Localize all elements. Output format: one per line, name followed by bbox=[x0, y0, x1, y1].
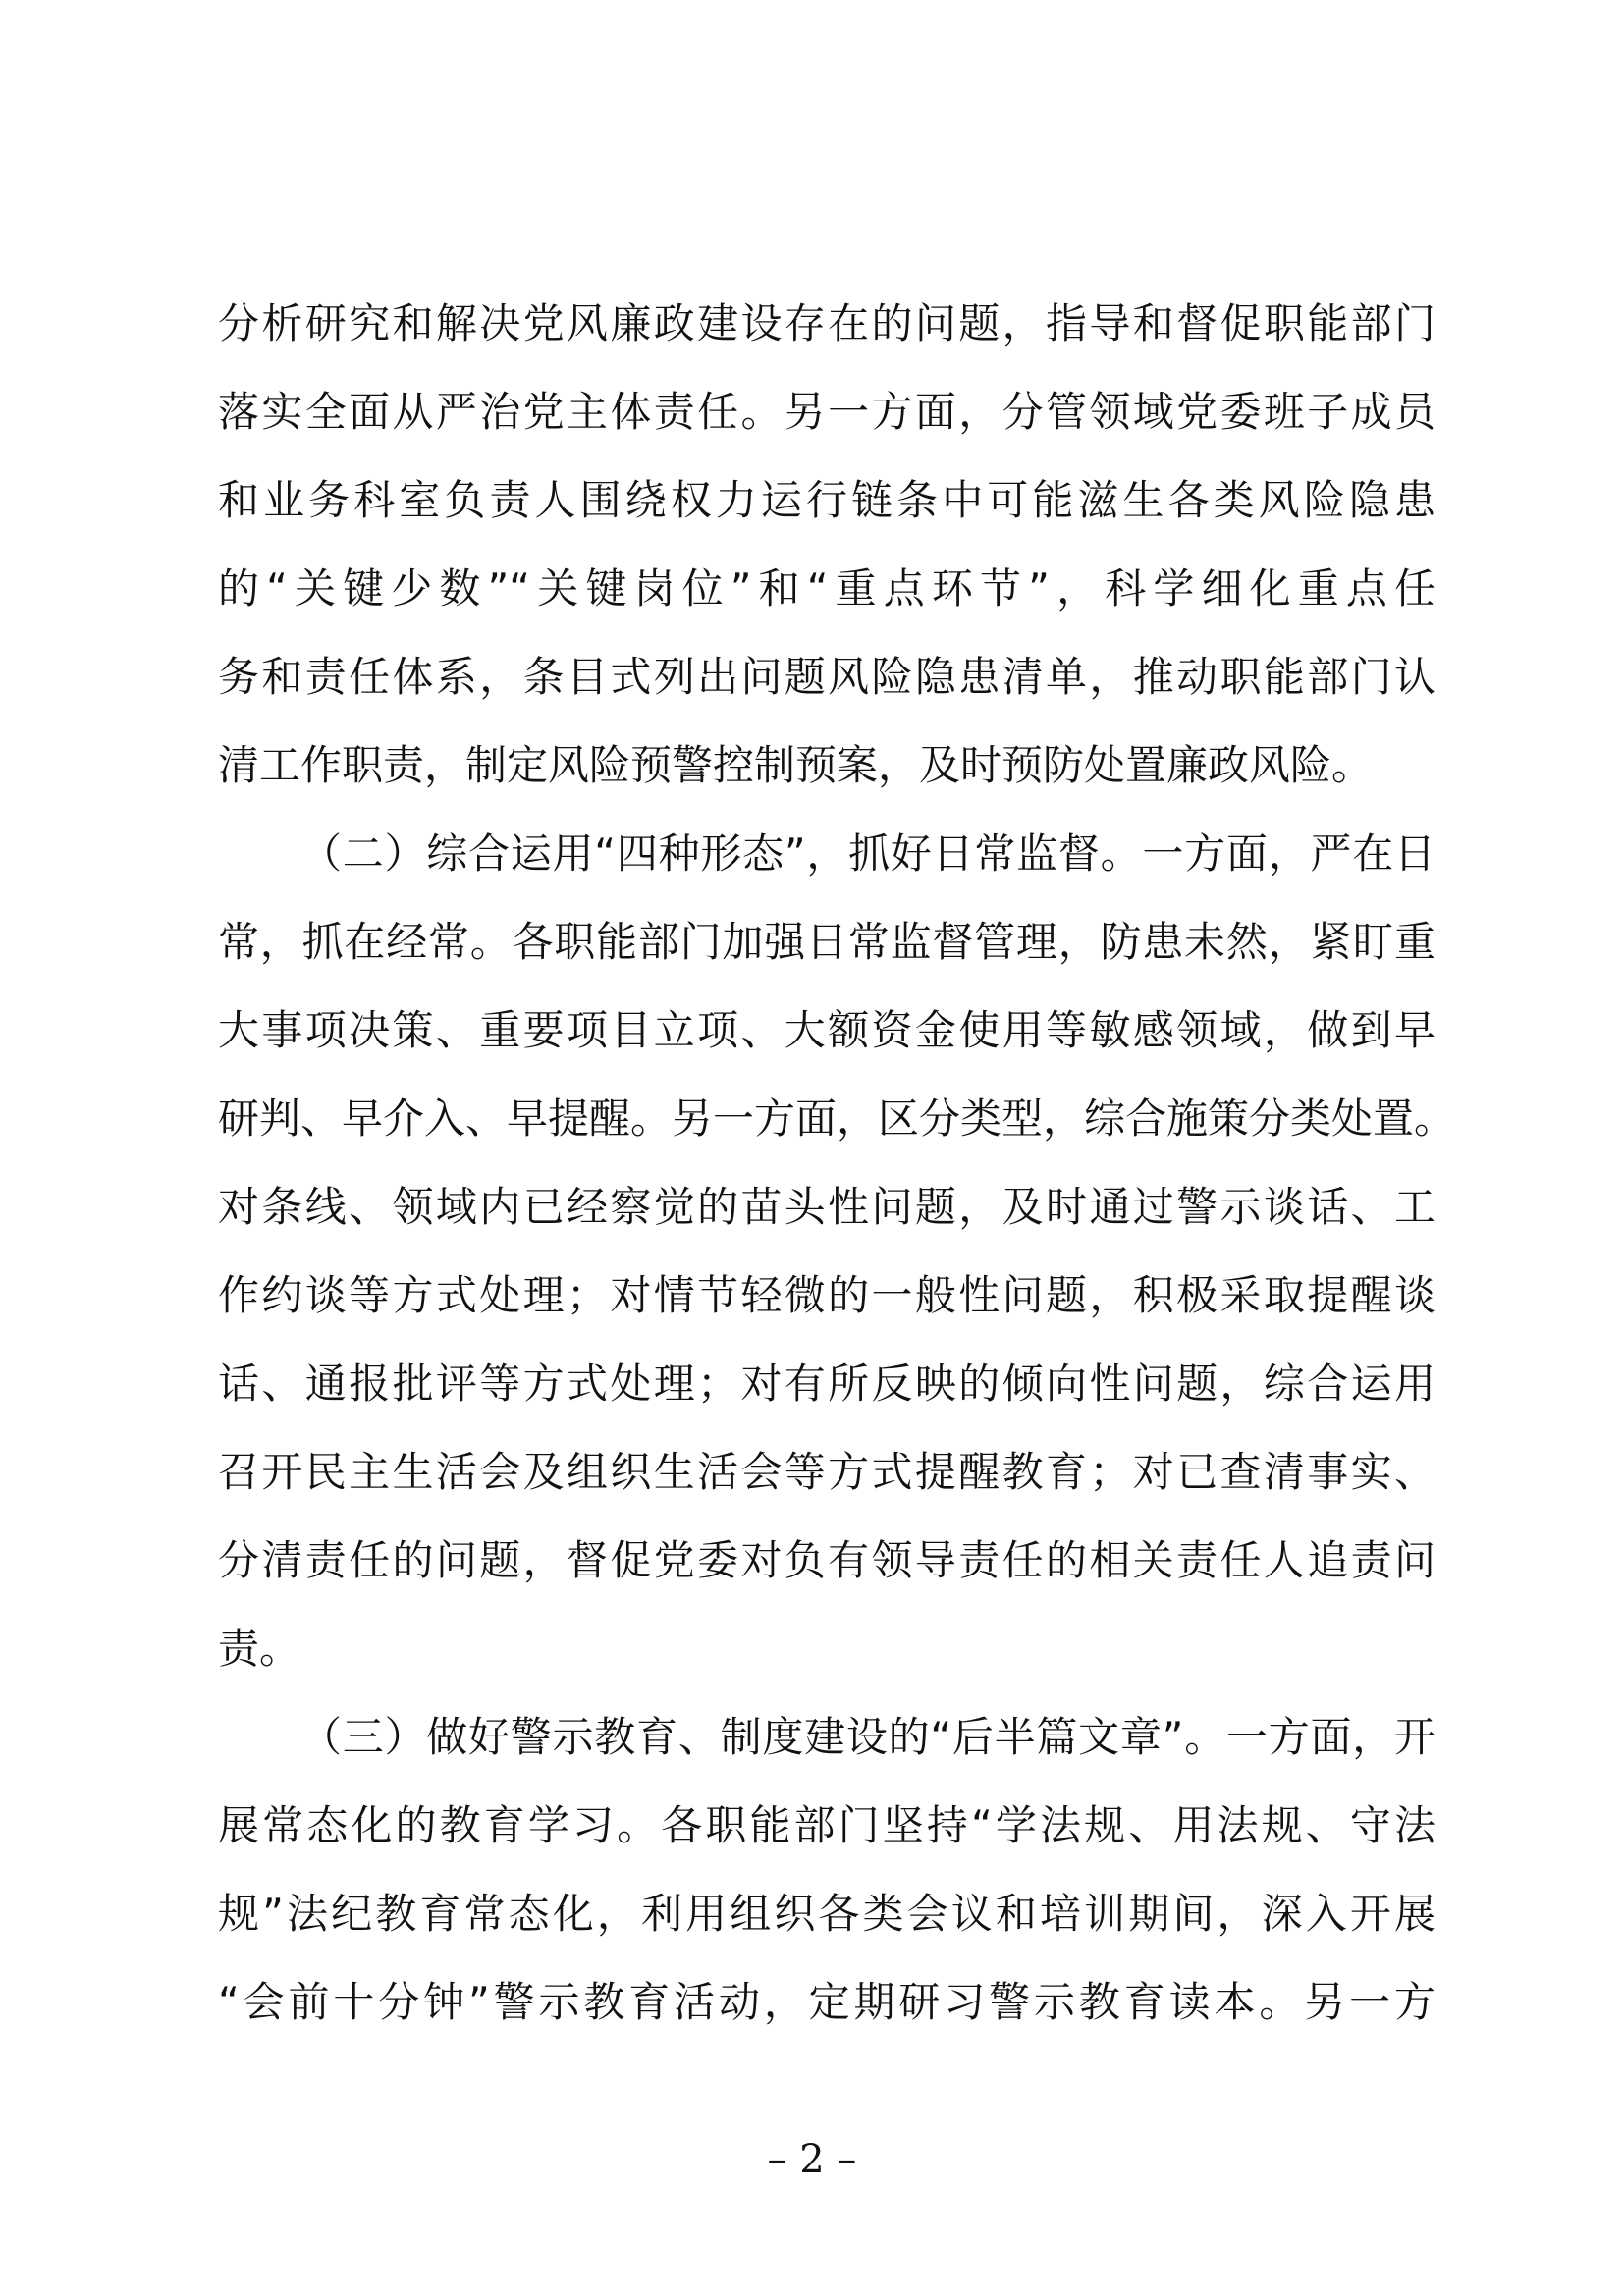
text-line: “会前十分钟”警示教育活动，定期研习警示教育读本。另一方 bbox=[218, 1978, 1435, 2026]
text-line: 分清责任的问题，督促党委对负有领导责任的相关责任人追责问 bbox=[218, 1536, 1435, 1584]
text-line: 规”法纪教育常态化，利用组织各类会议和培训期间，深入开展 bbox=[218, 1890, 1435, 1938]
paragraph bbox=[218, 280, 1435, 810]
text-line: 研判、早介入、早提醒。另一方面，区分类型，综合施策分类处置。 bbox=[218, 1095, 1456, 1143]
text-line: 召开民主生活会及组织生活会等方式提醒教育；对已查清事实、 bbox=[218, 1448, 1435, 1496]
text-line: 责。 bbox=[218, 1625, 301, 1673]
text-line: 展常态化的教育学习。各职能部门坚持“学法规、用法规、守法 bbox=[218, 1801, 1435, 1849]
text-line: 作约谈等方式处理；对情节轻微的一般性问题，积极采取提醒谈 bbox=[218, 1271, 1435, 1319]
text-line: 对条线、领域内已经察觉的苗头性问题，及时通过警示谈话、工 bbox=[218, 1183, 1435, 1231]
text-line: 务和责任体系，条目式列出问题风险隐患清单，推动职能部门认 bbox=[218, 653, 1435, 701]
text-line: 话、通报批评等方式处理；对有所反映的倾向性问题，综合运用 bbox=[218, 1360, 1435, 1408]
paragraph bbox=[218, 1693, 1435, 2047]
text-line: 落实全面从严治党主体责任。另一方面，分管领域党委班子成员 bbox=[218, 388, 1435, 436]
body-text bbox=[218, 280, 1456, 2047]
text-line: 和业务科室负责人围绕权力运行链条中可能滋生各类风险隐患 bbox=[218, 476, 1435, 524]
text-line: 大事项决策、重要项目立项、大额资金使用等敏感领域，做到早 bbox=[218, 1006, 1435, 1054]
text-line: （三）做好警示教育、制度建设的“后半篇文章”。一方面，开 bbox=[300, 1713, 1435, 1761]
text-line: 常，抓在经常。各职能部门加强日常监督管理，防患未然，紧盯重 bbox=[218, 918, 1435, 966]
text-line: 清工作职责，制定风险预警控制预案，及时预防处置廉政风险。 bbox=[218, 741, 1374, 789]
page-number: – 2 – bbox=[767, 2137, 857, 2182]
text-line: 的“关键少数”“关键岗位”和“重点环节”，科学细化重点任 bbox=[218, 564, 1435, 613]
text-line: 分析研究和解决党风廉政建设存在的问题，指导和督促职能部门 bbox=[218, 299, 1435, 347]
paragraph bbox=[218, 810, 1456, 1693]
text-line: （二）综合运用“四种形态”，抓好日常监督。一方面，严在日 bbox=[300, 829, 1435, 878]
